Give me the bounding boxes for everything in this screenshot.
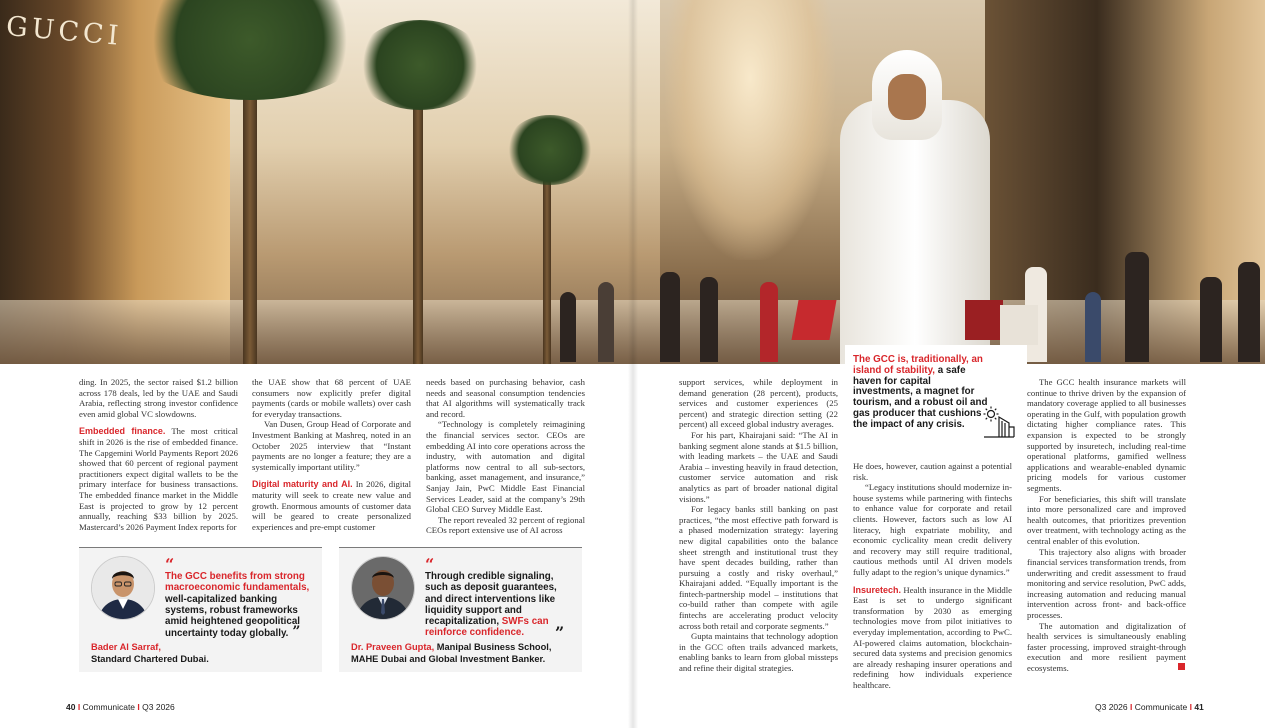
shopper-silhouette (700, 277, 718, 362)
paragraph: the UAE show that 68 percent of UAE consumers now explicitly prefer digital payments (cards or mobile wallets) over cash for everyday transactions. (252, 377, 411, 419)
quote-author-name: Bader Al Sarraf, (91, 642, 161, 652)
page-number: 41 (1194, 702, 1204, 712)
palm-tree-crown (505, 115, 595, 185)
quote-author-name: Dr. Praveen Gupta, (351, 642, 435, 652)
right-page-footer (1095, 702, 1204, 712)
paragraph: Van Dusen, Group Head of Corporate and Investment Banking at Mashreq, noted in an October 2025 interview that “Instant payments are no longer a feature; they are a systemically important utility.” (252, 419, 411, 472)
quote-author-role: Standard Chartered Dubai. (91, 653, 209, 664)
sun-city-icon (982, 405, 1016, 439)
close-quote-mark: ” (555, 623, 565, 642)
magazine-name: Communicate (1134, 702, 1188, 712)
subheading-digital-maturity: Digital maturity and AI. (252, 479, 353, 490)
paragraph-text: In 2026, digital maturity will seek to create new value and growth. Enormous amounts of customer data will be geared to create personalized experiences and pre-empt customer (252, 479, 411, 532)
paragraph-text: Health insurance in the Middle East is set to undergo significant transformation by 2030 as emerging technologies move from pilot initiatives to everyday implementation, according to PwC. AI-powered claims automation, blockchain-secured data systems and precision genomics are already reshaping insurer operations and redefining how individuals experience healthcare. (853, 584, 1012, 690)
page-number: 40 (66, 702, 76, 712)
paragraph: The automation and digitalization of health services is simultaneously enabling faster processing, improved straight-through execution and more resilient payment ecosystems. (1027, 620, 1186, 674)
footer-divider: I (1130, 702, 1133, 712)
page-gutter (628, 0, 638, 728)
paragraph (252, 479, 411, 532)
right-column-3 (1027, 377, 1186, 674)
avatar-bader-al-sarraf (91, 556, 155, 620)
shopper-silhouette (1125, 252, 1149, 362)
footer-divider: I (77, 702, 81, 712)
footer-divider: I (1189, 702, 1192, 712)
paragraph: The report revealed 32 percent of regional CEOs report extensive use of AI across (426, 514, 585, 536)
paragraph: needs based on purchasing behavior, cash needs and seasonal consumption tendencies that AI algorithms will systematically track and record. (426, 377, 585, 419)
quote-text-highlight: SWFs can reinforce confidence. (425, 616, 549, 639)
paragraph: support services, while deployment in demand generation (28 percent), products, services and customer experiences (25 percent) and strategic direction setting (22 percent) all exceed global industry averages. (679, 377, 838, 430)
quote-text (165, 571, 315, 640)
avatar-praveen-gupta (351, 556, 415, 620)
paragraph: The GCC health insurance markets will continue to thrive driven by the expansion of mandatory coverage applied to all businesses operating in the Gulf, with population growth dictating higher compliance rates. This expansion is expected to be strongly supported by insuretech, including real-time operational platforms, gamified wellness applications and wearable-enabled dynamic pricing models for various customer segments. (1027, 377, 1186, 493)
paragraph: Gupta maintains that technology adoption in the GCC often trails advanced markets, enabling banks to learn from global missteps and refine their digital strategies. (679, 631, 838, 674)
paragraph: ding. In 2025, the sector raised $1.2 billion across 178 deals, led by the UAE and Saudi Arabia, reflecting strong investor confidence even amid global VC slowdowns. (79, 377, 238, 419)
photo-store-sign: GUCCI (4, 10, 124, 53)
pull-quote-text (853, 355, 988, 431)
footer-divider: I (137, 702, 140, 712)
left-column-1 (79, 377, 238, 532)
right-column-1 (679, 377, 838, 674)
subheading-insuretech: Insuretech. (853, 584, 902, 595)
shopper-silhouette (660, 272, 680, 362)
shopping-bag (965, 300, 1003, 340)
palm-tree-crown (355, 20, 485, 110)
shopper-silhouette (560, 292, 576, 362)
close-quote-mark: ” (292, 624, 301, 641)
paragraph: For legacy banks still banking on past practices, “the most effective path forward is a phased modernization strategy: layering new digital capabilities onto the balance sheet strength and institutional trust they have spent decades building, rather than pursuing a costly and risky overhaul,” Khairajani added. “Equally important is the fintech-partnership model – institutions that co-build rather than compete with agile fintechs are accelerating product velocity across both retail and corporate segments.” (679, 504, 838, 631)
issue-label: Q3 2026 (142, 702, 175, 712)
paragraph (79, 426, 238, 532)
paragraph: He does, however, caution against a potential risk. (853, 461, 1012, 482)
shopper-silhouette (598, 282, 614, 362)
magazine-name: Communicate (82, 702, 136, 712)
article-end-mark (1178, 663, 1185, 670)
left-page-footer (66, 702, 175, 712)
quote-text (425, 571, 565, 642)
left-column-2 (252, 377, 411, 532)
quote-text-highlight: The GCC benefits from strong macroeconomic fundamentals, (165, 571, 310, 594)
shopper-silhouette (760, 282, 778, 362)
open-quote-mark: “ (425, 555, 435, 574)
paragraph: “Technology is completely reimagining the financial services sector. CEOs are embedding AI into core operations across the industry, with automation and digital platforms now central to all sub-sectors, banking, asset management, and insurance,” Sanjay Jain, PwC Middle East Financial Services Leader, said at the company’s 29th Global CEO Survey Middle East. (426, 419, 585, 515)
shopper-silhouette (1238, 262, 1260, 362)
paragraph: This trajectory also aligns with broader financial services transformation trends, from underwriting and credit assessment to fraud monitoring and service resolution, PwC adds, increasing automation and reducing manual intervention across front- and back-office processes. (1027, 546, 1186, 621)
quote-text-body: well-capitalized banking systems, robust frameworks amid heightened geopolitical uncertainty today globally. (165, 593, 300, 640)
quote-attribution (351, 642, 579, 665)
shopping-bag (1000, 305, 1038, 345)
pull-quote-highlight: The GCC is, traditionally, an island of stability, (853, 354, 983, 376)
pull-quote (845, 345, 1027, 450)
pull-quote-body: a safe haven for capital investments, a magnet for tourism, and a robust oil and gas producer that cushions the impact of any crisis. (853, 364, 988, 430)
right-column-2 (853, 461, 1012, 690)
quote-box-bader-al-sarraf (79, 547, 322, 672)
issue-label: Q3 2026 (1095, 702, 1128, 712)
left-column-3 (426, 377, 585, 536)
paragraph: For beneficiaries, this shift will translate into more personalized care and improved health outcomes, that prioritizes prevention over treatment, with technology acting as the central enabler of this evolution. (1027, 493, 1186, 546)
open-quote-mark: “ (165, 555, 175, 574)
subheading-embedded-finance: Embedded finance. (79, 426, 166, 437)
photo-chandelier (665, 0, 835, 260)
man-face (888, 74, 926, 120)
paragraph: “Legacy institutions should modernize in-house systems while partnering with fintechs to enhance value for corporate and retail clients. However, factors such as low AI literacy, high expatriate mobility, and economic cyclicality mean credit delivery and recovery may still require traditional, cautious methods until AI driven models fully adapt to the region’s unique dynamics.” (853, 482, 1012, 577)
paragraph (853, 585, 1012, 691)
quote-box-praveen-gupta (339, 547, 582, 672)
quote-attribution (91, 642, 316, 665)
quote-text-body: Through credible signaling, such as deposit guarantees, and direct interventions like liquidity support and recapitalization, (425, 571, 557, 628)
paragraph: For his part, Khairajani said: “The AI in banking segment alone stands at $1.5 billion, with leading markets – the UAE and Saudi Arabia – investing heavily in fraud detection, customer service automation and risk analytics as part of broader national digital visions.” (679, 429, 838, 504)
shopping-bag (791, 300, 836, 340)
shopper-silhouette (1085, 292, 1101, 362)
paragraph-text: The most critical shift in 2026 is the rise of embedded finance. The Capgemini World Payments Report 2026 showed that 60 percent of regional payment practitioners expect digital wallets to be the primary interface for business transactions. The embedded finance market in the Middle East is projected to grow by 12 percent annually, reaching $33 billion by 2025. Mastercard’s 2026 Payment Index reports for (79, 426, 238, 532)
shopper-silhouette (1200, 277, 1222, 362)
quote-author-role: Manipal Business School, MAHE Dubai and Global Investment Banker. (351, 642, 552, 664)
